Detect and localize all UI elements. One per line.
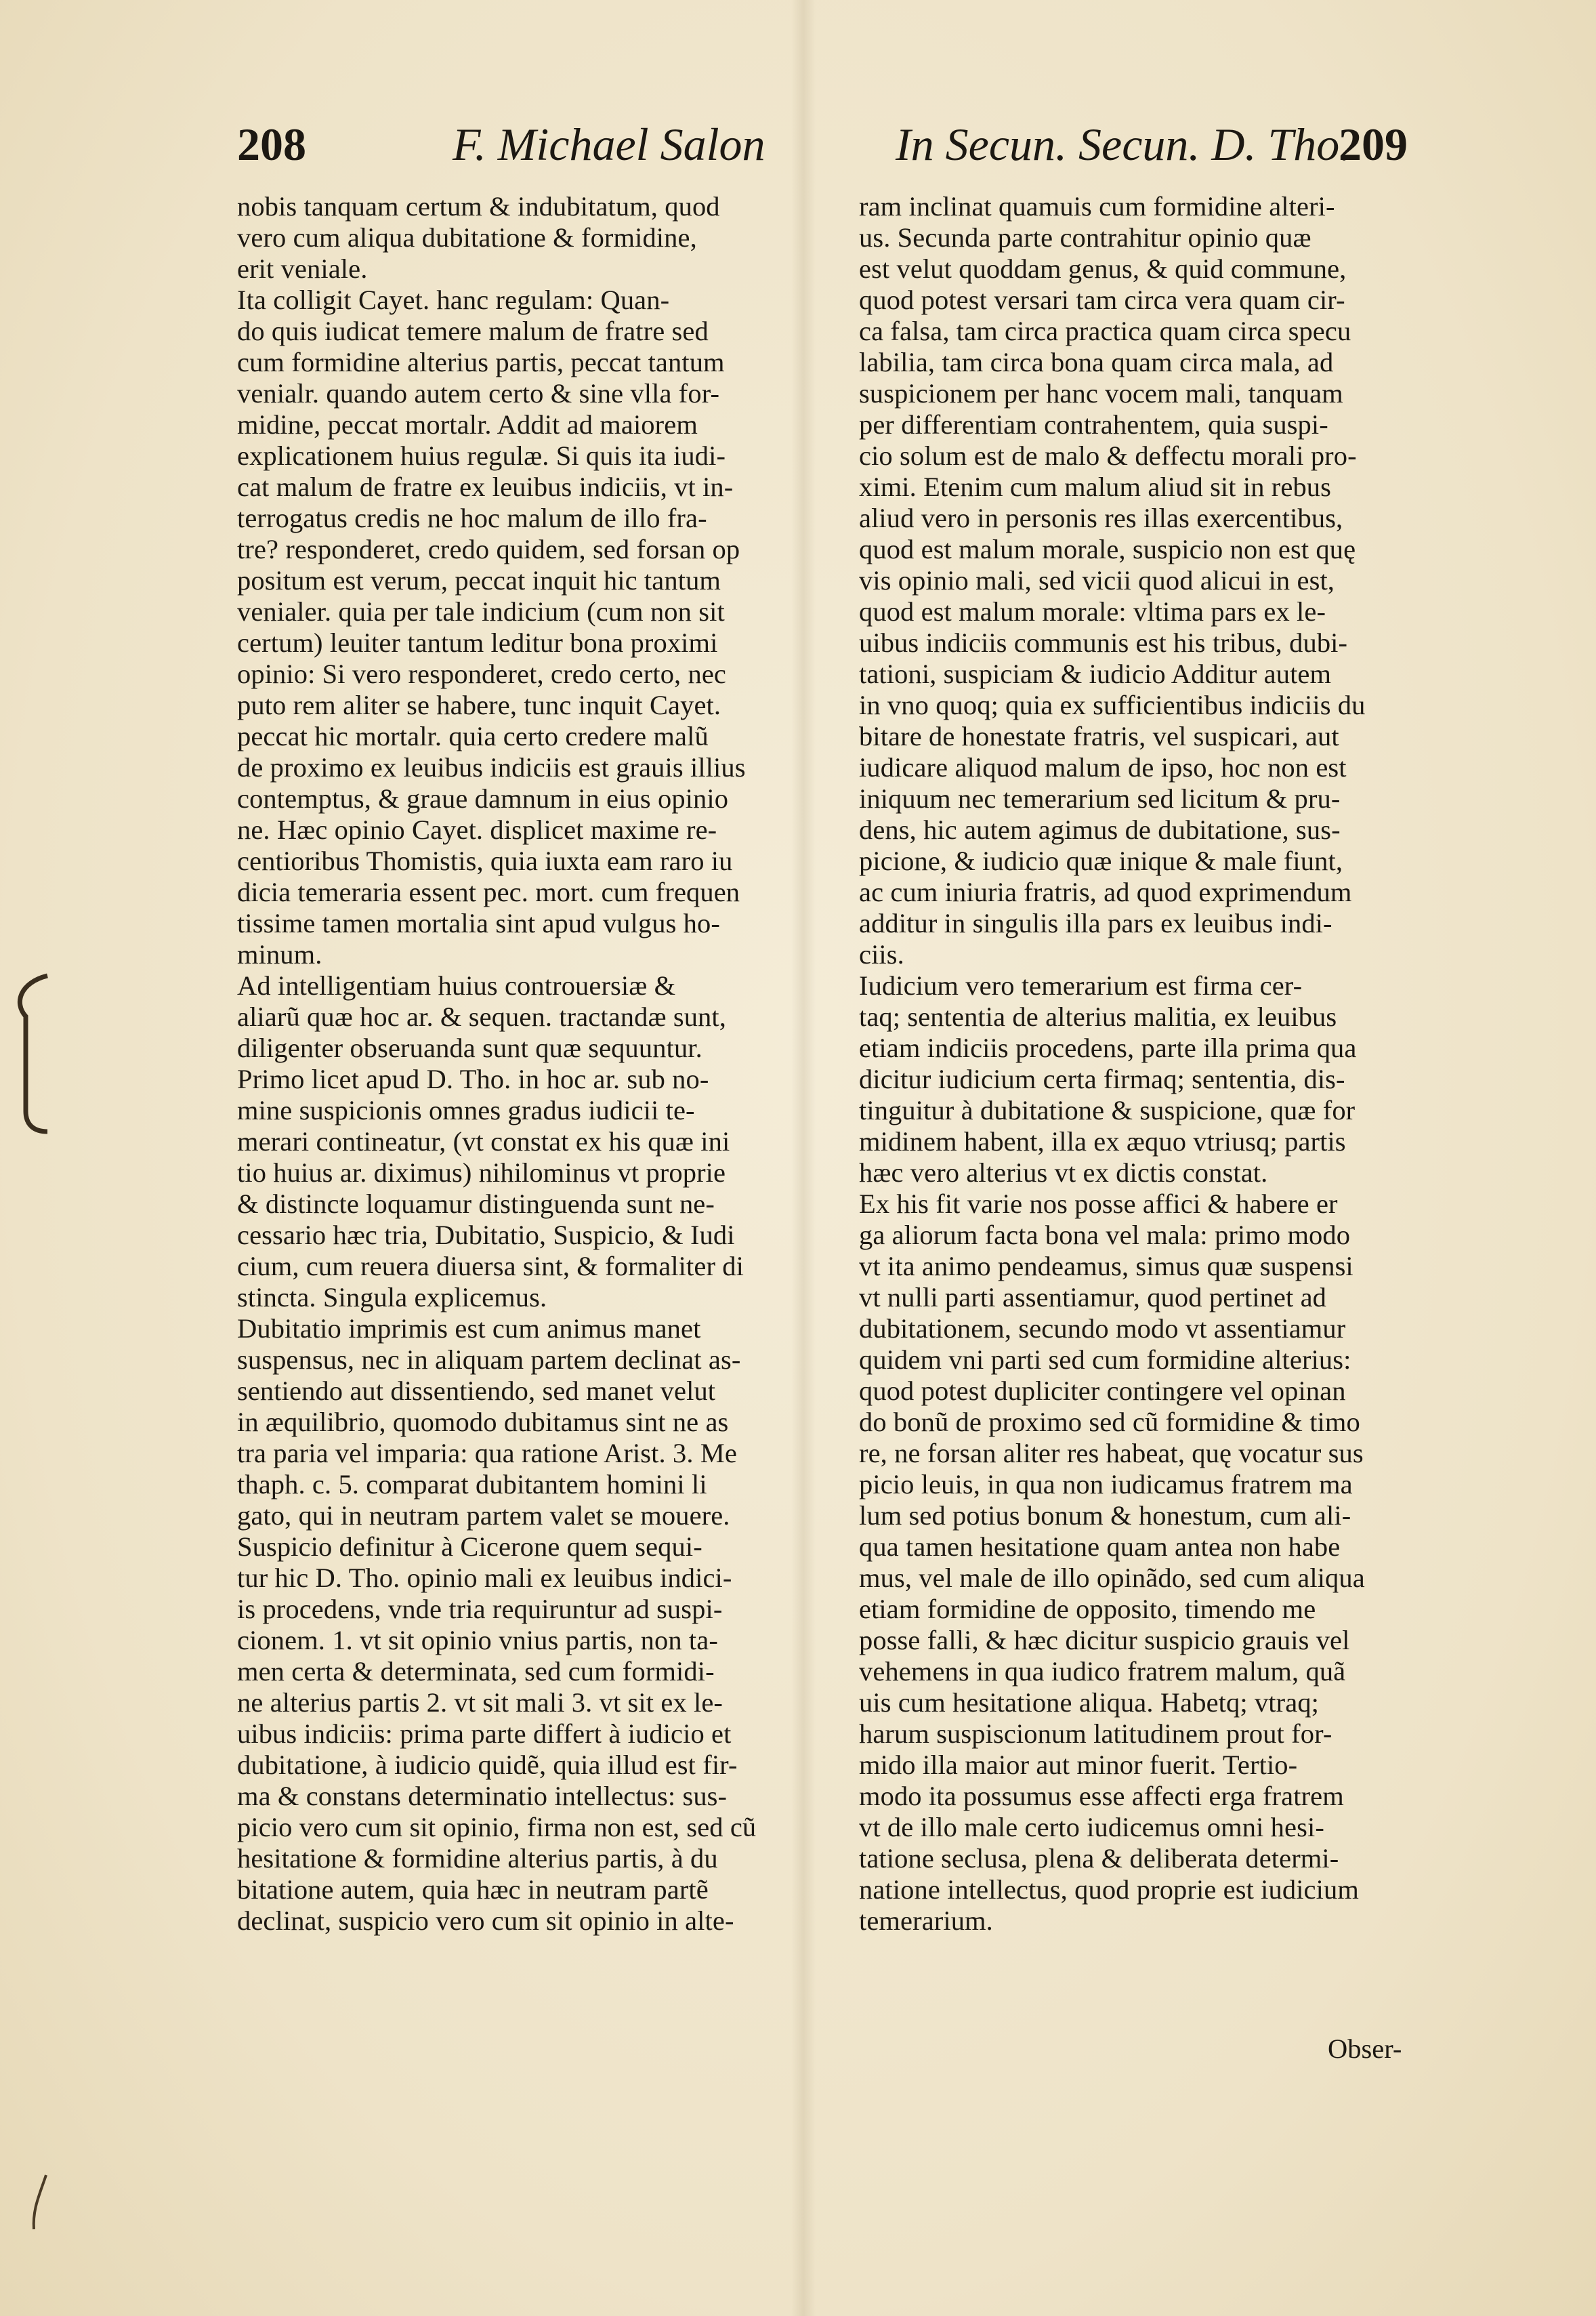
text-line: vis opinio mali, sed vicii quod alicui in est,: [859, 565, 1335, 596]
text-line: cium, cum reuera diuersa sint, & formaliter di: [237, 1251, 744, 1281]
right-text-column: [859, 191, 1469, 1937]
text-line: hesitatione & formidine alterius partis, à du: [237, 1843, 718, 1874]
text-line: etiam indiciis procedens, parte illa prima qua: [859, 1033, 1357, 1063]
text-line: re, ne forsan aliter res habeat, quę vocatur sus: [859, 1438, 1364, 1468]
text-line: peccat hic mortalr. quia certo credere malũ: [237, 721, 709, 751]
text-line: contemptus, & graue damnum in eius opinio: [237, 783, 729, 814]
text-line: per differentiam contrahentem, quia suspi-: [859, 409, 1328, 440]
text-line: hæc vero alterius vt ex dictis constat.: [859, 1157, 1268, 1188]
text-line: posse falli, & hæc dicitur suspicio grauis vel: [859, 1625, 1350, 1655]
text-line: quod potest dupliciter contingere vel opinan: [859, 1376, 1346, 1406]
text-line: Ex his fit varie nos posse affici & habere er: [859, 1188, 1338, 1219]
text-line: uibus indiciis communis est his tribus, dubi-: [859, 627, 1348, 658]
text-line: iudicare aliquod malum de ipso, hoc non est: [859, 752, 1347, 783]
text-line: dens, hic autem agimus de dubitatione, sus-: [859, 814, 1341, 845]
running-header: [0, 114, 1596, 188]
text-line: quod potest versari tam circa vera quam cir-: [859, 285, 1345, 315]
text-line: tio huius ar. diximus) nihilominus vt proprie: [237, 1157, 726, 1188]
text-line: stincta. Singula explicemus.: [237, 1282, 547, 1312]
text-line: uis cum hesitatione aliqua. Habetq; vtraq;: [859, 1687, 1320, 1718]
text-line: erit veniale.: [237, 253, 368, 284]
text-line: positum est verum, peccat inquit hic tantum: [237, 565, 721, 596]
text-line: Dubitatio imprimis est cum animus manet: [237, 1313, 701, 1344]
text-line: picione, & iudicio quæ inique & male fiunt,: [859, 846, 1343, 876]
right-page-number: 209: [1339, 119, 1408, 170]
text-line: quod est malum morale, suspicio non est quę: [859, 534, 1356, 564]
text-line: vt nulli parti assentiamur, quod pertinet ad: [859, 1282, 1326, 1312]
text-line: picio vero cum sit opinio, firma non est, sed cũ: [237, 1812, 757, 1842]
text-line: aliarũ quæ hoc ar. & sequen. tractandæ sunt,: [237, 1001, 726, 1032]
text-line: quod est malum morale: vltima pars ex le-: [859, 596, 1326, 627]
text-line: & distincte loquamur distinguenda sunt ne-: [237, 1188, 715, 1219]
text-line: us. Secunda parte contrahitur opinio quæ: [859, 222, 1311, 253]
text-line: tra paria vel imparia: qua ratione Arist. 3. Me: [237, 1438, 737, 1468]
text-line: quidem vni parti sed cum formidine alterius:: [859, 1344, 1351, 1375]
text-line: ca falsa, tam circa practica quam circa specu: [859, 316, 1351, 346]
text-line: midine, peccat mortalr. Addit ad maiorem: [237, 409, 698, 440]
text-line: suspicionem per hanc vocem mali, tanquam: [859, 378, 1343, 409]
text-line: dicitur iudicium certa firmaq; sententia, dis-: [859, 1064, 1345, 1094]
margin-stray-mark: [19, 2168, 60, 2243]
text-line: suspensus, nec in aliquam partem declinat as-: [237, 1344, 741, 1375]
text-line: ne alterius partis 2. vt sit mali 3. vt sit ex le-: [237, 1687, 723, 1718]
text-line: cessario hæc tria, Dubitatio, Suspicio, & Iudi: [237, 1220, 735, 1250]
text-line: nobis tanquam certum & indubitatum, quod: [237, 191, 720, 222]
text-line: bitatione autem, quia hæc in neutram partẽ: [237, 1874, 709, 1905]
text-line: declinat, suspicio vero cum sit opinio in alte-: [237, 1905, 734, 1936]
text-line: modo ita possumus esse affecti erga fratrem: [859, 1781, 1344, 1811]
text-line: do bonũ de proximo sed cũ formidine & timo: [859, 1407, 1360, 1437]
text-line: Suspicio definitur à Cicerone quem sequi-: [237, 1531, 702, 1562]
text-line: mine suspicionis omnes gradus iudicii te-: [237, 1095, 695, 1125]
text-line: thaph. c. 5. comparat dubitantem homini li: [237, 1469, 707, 1500]
text-line: taq; sententia de alterius malitia, ex leuibus: [859, 1001, 1337, 1032]
text-line: sentiendo aut dissentiendo, sed manet velut: [237, 1376, 716, 1406]
text-line: cionem. 1. vt sit opinio vnius partis, non ta-: [237, 1625, 718, 1655]
text-line: ram inclinat quamuis cum formidine alteri-: [859, 191, 1335, 222]
text-line: opinio: Si vero responderet, credo certo, nec: [237, 659, 726, 689]
text-line: de proximo ex leuibus indiciis est grauis illius: [237, 752, 746, 783]
text-line: dicia temeraria essent pec. mort. cum frequen: [237, 877, 740, 907]
text-line: natione intellectus, quod proprie est iudicium: [859, 1874, 1359, 1905]
text-line: mus, vel male de illo opinãdo, sed cum aliqua: [859, 1563, 1365, 1593]
catchword: Obser-: [1328, 2033, 1402, 2064]
text-line: cio solum est de malo & deffectu morali pro-: [859, 440, 1357, 471]
text-line: Iudicium vero temerarium est firma cer-: [859, 970, 1303, 1001]
text-line: qua tamen hesitatione quam antea non habe: [859, 1531, 1341, 1562]
text-line: ac cum iniuria fratris, ad quod exprimendum: [859, 877, 1352, 907]
text-line: harum suspiscionum latitudinem prout for-: [859, 1718, 1332, 1749]
text-line: tissime tamen mortalia sint apud vulgus ho-: [237, 908, 720, 938]
text-line: tur hic D. Tho. opinio mali ex leuibus indici-: [237, 1563, 732, 1593]
text-line: explicationem huius regulæ. Si quis ita iudi-: [237, 440, 726, 471]
text-line: tinguitur à dubitatione & suspicione, quæ for: [859, 1095, 1356, 1125]
text-line: tre? responderet, credo quidem, sed forsan op: [237, 534, 740, 564]
text-line: in vno quoq; quia ex sufficientibus indiciis du: [859, 690, 1366, 720]
text-line: midinem habent, illa ex æquo vtriusq; partis: [859, 1126, 1346, 1157]
text-line: Primo licet apud D. Tho. in hoc ar. sub no-: [237, 1064, 709, 1094]
text-line: men certa & determinata, sed cum formidi-: [237, 1656, 715, 1687]
text-line: tatione seclusa, plena & deliberata determi-: [859, 1843, 1339, 1874]
text-line: diligenter obseruanda sunt quæ sequuntur.: [237, 1033, 702, 1063]
text-line: ma & constans determinatio intellectus: sus-: [237, 1781, 728, 1811]
text-line: ne. Hæc opinio Cayet. displicet maxime re-: [237, 814, 717, 845]
text-line: ciis.: [859, 939, 904, 970]
text-line: mido illa maior aut minor fuerit. Tertio-: [859, 1750, 1298, 1780]
text-line: labilia, tam circa bona quam circa mala, ad: [859, 347, 1334, 377]
text-line: cum formidine alterius partis, peccat tantum: [237, 347, 725, 377]
text-line: is procedens, vnde tria requiruntur ad suspi-: [237, 1594, 723, 1624]
text-line: additur in singulis illa pars ex leuibus indi-: [859, 908, 1332, 938]
left-page-number: 208: [237, 119, 306, 170]
text-line: est velut quoddam genus, & quid commune,: [859, 253, 1347, 284]
text-line: vt de illo male certo iudicemus omni hesi-: [859, 1812, 1324, 1842]
text-line: terrogatus credis ne hoc malum de illo fra-: [237, 503, 707, 533]
text-line: aliud vero in personis res illas exercentibus,: [859, 503, 1343, 533]
text-line: do quis iudicat temere malum de fratre sed: [237, 316, 709, 346]
text-line: venialer. quia per tale indicium (cum non sit: [237, 596, 725, 627]
text-line: in æquilibrio, quomodo dubitamus sint ne as: [237, 1407, 729, 1437]
text-line: Ad intelligentiam huius controuersiæ &: [237, 970, 676, 1001]
text-line: dubitatione, à iudicio quidẽ, quia illud est fir-: [237, 1750, 738, 1780]
text-line: minum.: [237, 939, 322, 970]
right-running-title: In Secun. Secun. D. Tho.: [896, 119, 1351, 170]
text-line: tationi, suspiciam & iudicio Additur autem: [859, 659, 1332, 689]
text-line: venialr. quando autem certo & sine vlla for-: [237, 378, 720, 409]
text-line: etiam formidine de opposito, timendo me: [859, 1594, 1316, 1624]
text-line: dubitationem, secundo modo vt assentiamur: [859, 1313, 1346, 1344]
text-line: vehemens in qua iudico fratrem malum, quã: [859, 1656, 1346, 1687]
text-line: ximi. Etenim cum malum aliud sit in rebus: [859, 472, 1332, 502]
text-line: cat malum de fratre ex leuibus indiciis, vt in-: [237, 472, 734, 502]
text-line: vero cum aliqua dubitatione & formidine,: [237, 222, 697, 253]
text-line: iniquum nec temerarium sed licitum & pru-: [859, 783, 1341, 814]
left-running-title: F. Michael Salon: [453, 119, 765, 170]
text-line: certum) leuiter tantum leditur bona proximi: [237, 627, 718, 658]
margin-bracket-mark: [0, 962, 61, 1138]
text-line: bitare de honestate fratris, vel suspicari, aut: [859, 721, 1339, 751]
text-line: picio leuis, in qua non iudicamus fratrem ma: [859, 1469, 1353, 1500]
text-line: vt ita animo pendeamus, simus quæ suspensi: [859, 1251, 1353, 1281]
text-line: uibus indiciis: prima parte differt à iudicio et: [237, 1718, 732, 1749]
text-line: temerarium.: [859, 1905, 993, 1936]
text-line: merari contineatur, (vt constat ex his quæ ini: [237, 1126, 730, 1157]
text-line: puto rem aliter se habere, tunc inquit Cayet.: [237, 690, 721, 720]
text-line: ga aliorum facta bona vel mala: primo modo: [859, 1220, 1351, 1250]
text-line: Ita colligit Cayet. hanc regulam: Quan-: [237, 285, 670, 315]
text-line: lum sed potius bonum & honestum, cum ali-: [859, 1500, 1351, 1531]
text-line: centioribus Thomistis, quia iuxta eam raro iu: [237, 846, 733, 876]
left-text-column: [237, 191, 847, 1937]
text-line: gato, qui in neutram partem valet se mouere.: [237, 1500, 730, 1531]
